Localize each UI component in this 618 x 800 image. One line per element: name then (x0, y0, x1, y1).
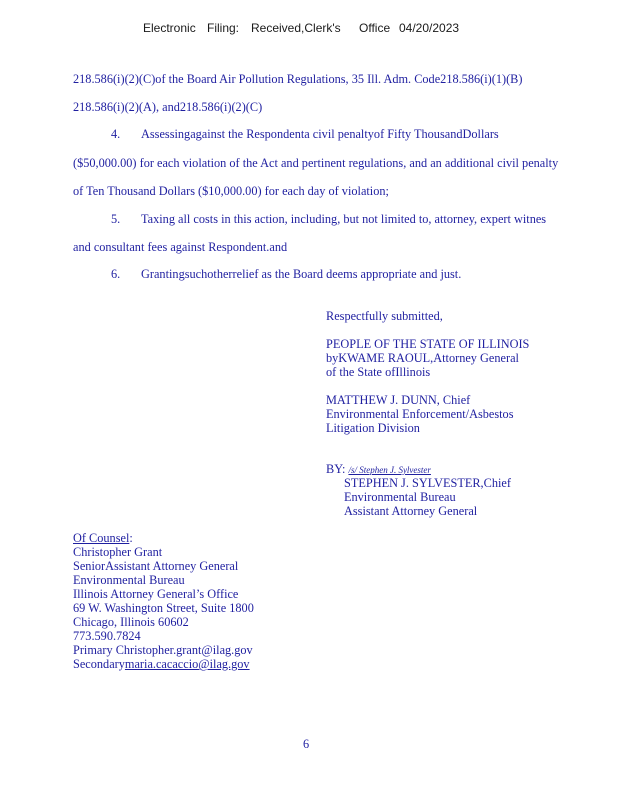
item-5 (111, 212, 546, 227)
counsel-office: Illinois Attorney General’s Office (73, 587, 239, 601)
of-counsel-colon: : (129, 531, 133, 545)
signature-people-block (326, 337, 529, 379)
item-5-text: Taxing all costs in this action, including, but not limited to, attorney, expert witnes (141, 212, 547, 226)
item-4-line-2: ($50,000.00) for each violation of the Act and pertinent regulations, and an additional civil penalty (73, 156, 559, 170)
of-counsel-label: Of Counsel (73, 531, 130, 545)
item-6-text: Grantingsuchotherrelief as the Board deems appropriate and just. (141, 267, 462, 281)
signature-dunn-block (326, 393, 513, 435)
counsel-bureau: Environmental Bureau (73, 573, 185, 587)
sylvester-name: STEPHEN J. SYLVESTER,Chief (344, 476, 511, 490)
header-filing: Filing: (207, 21, 240, 35)
item-5-line-2: and consultant fees against Respondent.and (73, 240, 288, 254)
page-number: 6 (303, 737, 310, 751)
item-6 (111, 267, 461, 282)
litigation-division: Litigation Division (326, 421, 420, 435)
of-counsel-block (73, 531, 254, 671)
env-bureau: Environmental Bureau (344, 490, 456, 504)
header-office: Office (359, 21, 391, 35)
item-5-number: 5. (111, 212, 121, 226)
item-4-number: 4. (111, 127, 121, 141)
by-line (326, 462, 511, 476)
attorney-general: byKWAME RAOUL,Attorney General (326, 351, 519, 365)
body-line-2: 218.586(i)(2)(A), and218.586(i)(2)(C) (73, 100, 263, 114)
asst-attorney-general: Assistant Attorney General (344, 504, 478, 518)
item-4-line-3: of Ten Thousand Dollars ($10,000.00) for each day of violation; (73, 184, 389, 198)
header-received: Received,Clerk's (251, 21, 341, 35)
signature-by-block (326, 462, 511, 518)
item-4-text: Assessingagainst the Respondenta civil penaltyof Fifty ThousandDollars (141, 127, 499, 141)
by-label: BY: (326, 462, 346, 476)
item-4 (111, 127, 499, 142)
counsel-secondary-email (73, 657, 254, 671)
state-of-illinois: of the State ofIllinois (326, 365, 431, 379)
counsel-city: Chicago, Illinois 60602 (73, 615, 189, 629)
people-of-state: PEOPLE OF THE STATE OF ILLINOIS (326, 337, 530, 351)
counsel-name: Christopher Grant (73, 545, 163, 559)
env-enforcement: Environmental Enforcement/Asbestos (326, 407, 514, 421)
dunn-name: MATTHEW J. DUNN, Chief (326, 393, 471, 407)
counsel-street: 69 W. Washington Street, Suite 1800 (73, 601, 254, 615)
e-signature: /s/ Stephen J. Sylvester (348, 465, 431, 475)
secondary-email-link[interactable]: maria.cacaccio@ilag.gov (124, 657, 250, 671)
item-6-number: 6. (111, 267, 121, 281)
counsel-phone: 773.590.7824 (73, 629, 141, 643)
respectfully-submitted: Respectfully submitted, (326, 309, 443, 323)
secondary-label: Secondary (73, 657, 125, 671)
counsel-title: SeniorAssistant Attorney General (73, 559, 239, 573)
of-counsel-heading (73, 531, 254, 545)
header-date: 04/20/2023 (399, 21, 460, 35)
header-electronic: Electronic (143, 21, 196, 35)
counsel-primary-email: Primary Christopher.grant@ilag.gov (73, 643, 253, 657)
body-line-1: 218.586(i)(2)(C)of the Board Air Pollution Regulations, 35 Ill. Adm. Code218.586(i)(1)(B) (73, 72, 523, 86)
